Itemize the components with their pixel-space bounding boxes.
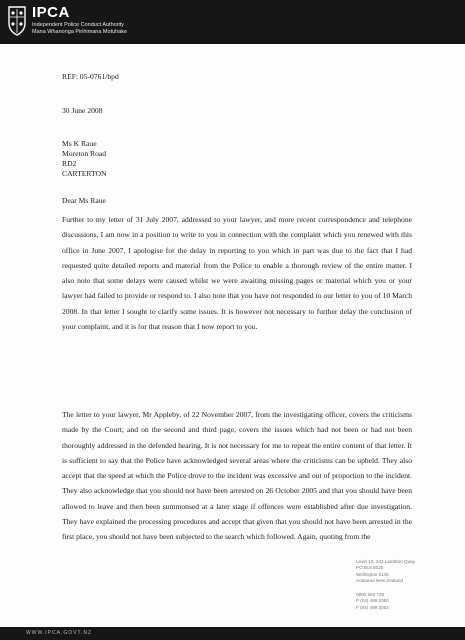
recipient-name: Ms K Raue (62, 139, 97, 148)
letterhead-banner (0, 0, 465, 44)
recipient-street: Moreton Road (62, 149, 107, 158)
salutation: Dear Ms Raue (62, 196, 106, 205)
body-paragraph-1: Further to my letter of 31 July 2007, addressed to your lawyer, and more recent correspondence and telephone discussions, I am now in a position to write to you in connection with the complaint which you renewed with this office in June 2007. I apologise for the delay in reporting to you which in part was due to the fact that I had requested quite detailed reports and material from the Police to enable a thorough review of the entire matter. I also note that some delays were caused whilst we were awaiting missing pages or material which you or your lawyer had failed to provide or respond to. I also note that you have not responded to our letter to you of 10 March 2008. In that letter I sought to clarify some issues. It is however not necessary to further delay the conclusion of your complaint, and it is for that reason that I now report to you. (62, 215, 412, 332)
recipient-address (62, 139, 107, 179)
crest-icon (6, 5, 28, 37)
address-line: Wellington 6145 (356, 571, 389, 577)
freephone-number: 0800 503 728 (356, 592, 385, 598)
address-line: Aotearoa New Zealand (356, 577, 403, 583)
fax-number: F (04) 499 2053 (356, 604, 389, 610)
reference-number: REF: 05-0761/bpd (62, 72, 119, 81)
org-full-name-maori: Mana Whanonga Pirihimana Motuhake (32, 28, 128, 35)
address-line: Level 10, 342 Lambton Quay (356, 559, 415, 564)
address-line: PO Box 5025 (356, 565, 384, 571)
phone-number: P (04) 499 2050 (356, 598, 389, 604)
org-full-name-english: Independent Police Conduct Authority (32, 22, 125, 28)
org-full-name (32, 22, 127, 35)
letter-date: 30 June 2008 (62, 106, 103, 115)
recipient-rd: RD2 (62, 159, 77, 168)
body-paragraph-2: The letter to your lawyer, Mr Appleby, of 22 November 2007, from the investigating officer, covers the criticisms made by the Court; and on the second and third page, covers the issues which had not been or had not been thoroughly addressed in the defended hearing. It is not necessary for me to repeat the entire content of that letter. It is sufficient to say that the Police have acknowledged several areas where the criticisms can be upheld. They also accept that the speed at which the Police drove to the incident was excessive and out of proportion to the incident. They also acknowledge that you should not have been arrested on 26 October 2005 and that you should have been allowed to leave and then been summonsed at a later stage if offences were established after due investigation. They have explained the processing procedures and accept that given that you should not have been arrested in the first place, you should not have been subjected to the search which followed. Again, quoting from the (62, 410, 412, 542)
org-short-name: IPCA (32, 4, 70, 21)
contact-block (356, 559, 460, 611)
footer-banner (0, 627, 465, 640)
website-url: WWW.IPCA.GOVT.NZ (26, 630, 92, 636)
recipient-town: CARTERTON (62, 169, 107, 178)
